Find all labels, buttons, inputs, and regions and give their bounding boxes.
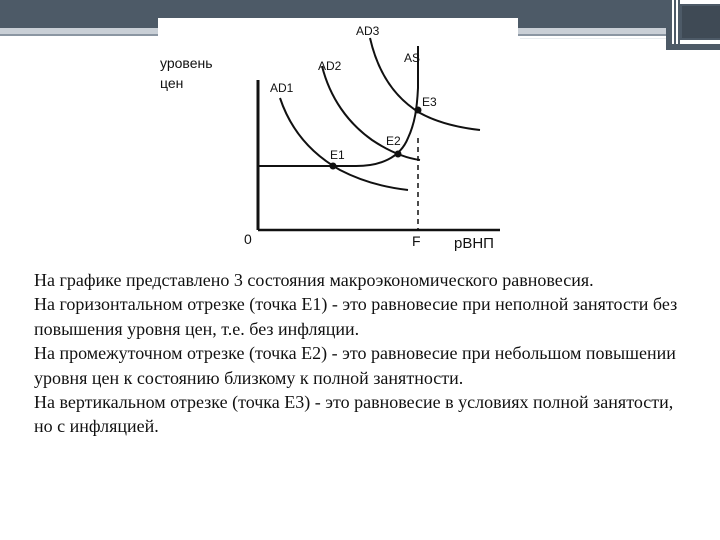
ad2-label: AD2 bbox=[318, 59, 342, 73]
f-label: F bbox=[412, 233, 421, 249]
ad3-curve bbox=[370, 38, 480, 130]
corner-stripe-2 bbox=[676, 0, 678, 44]
e3-label: E3 bbox=[422, 95, 437, 109]
e3-point bbox=[415, 107, 422, 114]
e1-point bbox=[330, 163, 337, 170]
ad3-label: AD3 bbox=[356, 24, 380, 38]
ad1-label: AD1 bbox=[270, 81, 294, 95]
y-axis-label-line1: уровень bbox=[160, 55, 213, 71]
corner-stripe-top bbox=[680, 0, 720, 4]
corner-stripe-1 bbox=[672, 0, 674, 44]
x-axis-label: рВНП bbox=[454, 235, 494, 252]
e1-label: E1 bbox=[330, 148, 345, 162]
paragraph-3: На промежуточном отрезке (точка Е2) - это равновесие при небольшом повышении уровня цен к состоянию близкому к полной занятности. bbox=[34, 343, 676, 388]
origin-label: 0 bbox=[244, 231, 252, 247]
paragraph-4: На вертикальном отрезке (точка Е3) - это равновесие в условиях полной занятости, но с инфляцией. bbox=[34, 392, 674, 437]
explanation-text bbox=[34, 268, 694, 439]
ad2-curve bbox=[322, 66, 420, 160]
header-divider-line bbox=[520, 38, 666, 39]
corner-stripe-bottom bbox=[680, 40, 720, 44]
e2-point bbox=[395, 151, 402, 158]
as-label: AS bbox=[404, 51, 421, 65]
paragraph-2: На горизонтальном отрезке (точка Е1) - это равновесие при неполной занятости без повышения уровня цен, т.е. без инфляции. bbox=[34, 294, 678, 339]
corner-decoration bbox=[666, 0, 720, 50]
e2-label: E2 bbox=[386, 134, 401, 148]
ad-as-diagram bbox=[150, 18, 530, 258]
corner-tab-fill bbox=[682, 6, 720, 38]
paragraph-1: На графике представлено 3 состояния макроэкономического равновесия. bbox=[34, 270, 594, 290]
y-axis-label-line2: цен bbox=[160, 75, 184, 91]
